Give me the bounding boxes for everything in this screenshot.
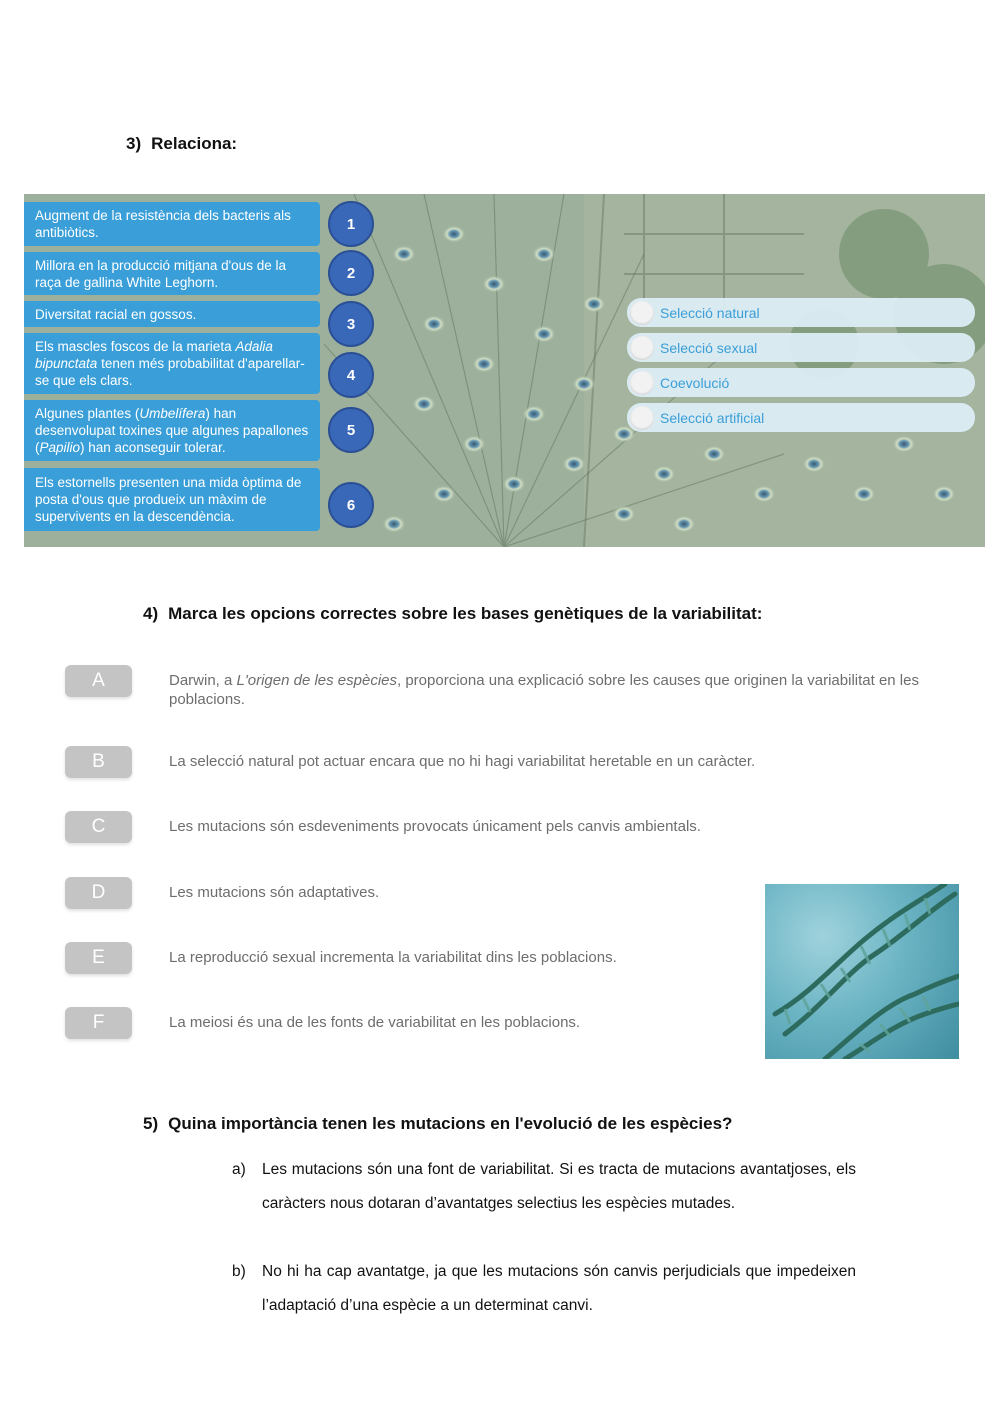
answer-a — [232, 1153, 856, 1221]
statement-5-text-end: ) han aconseguir tolerar. — [80, 440, 226, 455]
statement-5-text — [35, 405, 314, 456]
option-label: Coevolució — [660, 374, 730, 391]
statement-5-plant: Umbelífera — [139, 406, 206, 421]
section-3-heading — [126, 134, 237, 154]
option-drag-handle[interactable] — [630, 406, 654, 430]
statement-4[interactable] — [24, 333, 320, 394]
choice-text-c: Les mutacions són esdeveniments provocats únicament pels canvis ambientals. — [169, 818, 701, 835]
statement-5[interactable] — [24, 400, 320, 461]
match-target-3[interactable]: 3 — [328, 301, 374, 347]
section-4-heading — [143, 604, 762, 624]
section-4-title: Marca les opcions correctes sobre les bases genètiques de la variabilitat: — [168, 604, 763, 623]
statement-1[interactable] — [24, 202, 320, 246]
answer-a-text: Les mutacions són una font de variabilitat. Si es tracta de mutacions avantatjoses, els caràcters nous dotaran d’avantatges selectius les espècies mutades. — [262, 1161, 856, 1212]
match-target-2[interactable]: 2 — [328, 250, 374, 296]
section-5-title: Quina importància tenen les mutacions en l'evolució de les espècies? — [168, 1114, 733, 1133]
choice-button-e[interactable]: E — [65, 942, 132, 974]
match-target-4[interactable]: 4 — [328, 352, 374, 398]
statement-3[interactable] — [24, 301, 320, 327]
option-label: Selecció natural — [660, 304, 760, 321]
choice-text-e: La reproducció sexual incrementa la variabilitat dins les poblacions. — [169, 949, 617, 966]
choice-text-b: La selecció natural pot actuar encara que no hi hagi variabilitat heretable en un caràcter. — [169, 753, 756, 770]
option-label: Selecció sexual — [660, 339, 758, 356]
matching-activity-panel — [24, 194, 985, 547]
statement-6-text: Els estornells presenten una mida òptima de posta d'ous que produeix un màxim de supervivents en la descendència. — [35, 475, 302, 524]
option-label: Selecció artificial — [660, 409, 765, 426]
match-target-6[interactable]: 6 — [328, 482, 374, 528]
statement-4-text-start: Els mascles foscos de la marieta — [35, 339, 236, 354]
match-target-5[interactable]: 5 — [328, 407, 374, 453]
statement-2[interactable] — [24, 252, 320, 295]
option-coevolucio[interactable] — [627, 368, 975, 397]
answer-b-text: No hi ha cap avantatge, ja que les mutacions són canvis perjudicials que impedeixen l’adaptació d’una espècie a un determinat canvi. — [262, 1263, 856, 1314]
choice-text-a — [169, 671, 954, 709]
statement-5-text-start: Algunes plantes ( — [35, 406, 140, 421]
section-4-number: 4) — [143, 604, 159, 623]
choice-button-a[interactable]: A — [65, 665, 132, 697]
option-drag-handle[interactable] — [630, 336, 654, 360]
choice-a-text-start: Darwin, a — [169, 672, 237, 689]
option-seleccio-sexual[interactable] — [627, 333, 975, 362]
option-drag-handle[interactable] — [630, 301, 654, 325]
answer-a-marker: a) — [232, 1161, 246, 1178]
dna-helix-image — [765, 884, 959, 1059]
section-5-number: 5) — [143, 1114, 159, 1133]
choice-text-f: La meiosi és una de les fonts de variabilitat en les poblacions. — [169, 1014, 581, 1031]
choice-button-b[interactable]: B — [65, 746, 132, 778]
choice-button-f[interactable]: F — [65, 1007, 132, 1039]
choice-a-book-title: L'origen de les espècies — [236, 672, 397, 689]
choice-text-d: Les mutacions són adaptatives. — [169, 884, 380, 901]
match-target-1[interactable]: 1 — [328, 201, 374, 247]
section-3-number: 3) — [126, 134, 142, 153]
statement-1-text: Augment de la resistència dels bacteris als antibiòtics. — [35, 208, 291, 240]
choice-a-text-end: , proporciona una explicació sobre les causes que originen la variabilitat en les poblacions. — [169, 672, 919, 708]
dna-helix-icon — [765, 884, 959, 1059]
section-5-heading — [143, 1114, 732, 1134]
option-drag-handle[interactable] — [630, 371, 654, 395]
answer-b-marker: b) — [232, 1263, 246, 1280]
choice-button-c[interactable]: C — [65, 811, 132, 843]
statement-4-text — [35, 338, 314, 389]
statement-3-text: Diversitat racial en gossos. — [35, 306, 197, 322]
choice-button-d[interactable]: D — [65, 877, 132, 909]
option-seleccio-artificial[interactable] — [627, 403, 975, 432]
answer-b — [232, 1255, 856, 1323]
statement-5-butterfly: Papilio — [39, 440, 81, 455]
option-seleccio-natural[interactable] — [627, 298, 975, 327]
section-3-title: Relaciona: — [151, 134, 238, 153]
statement-4-species: Adalia bipunctata — [35, 339, 273, 371]
statement-5-text-mid: ) han desenvolupat toxines que algunes papallones ( — [35, 406, 309, 455]
statement-6[interactable] — [24, 468, 320, 531]
statement-4-text-end: tenen més probabilitat d'aparellar-se que els clars. — [35, 356, 305, 388]
statement-2-text: Millora en la producció mitjana d'ous de la raça de gallina White Leghorn. — [35, 257, 286, 290]
